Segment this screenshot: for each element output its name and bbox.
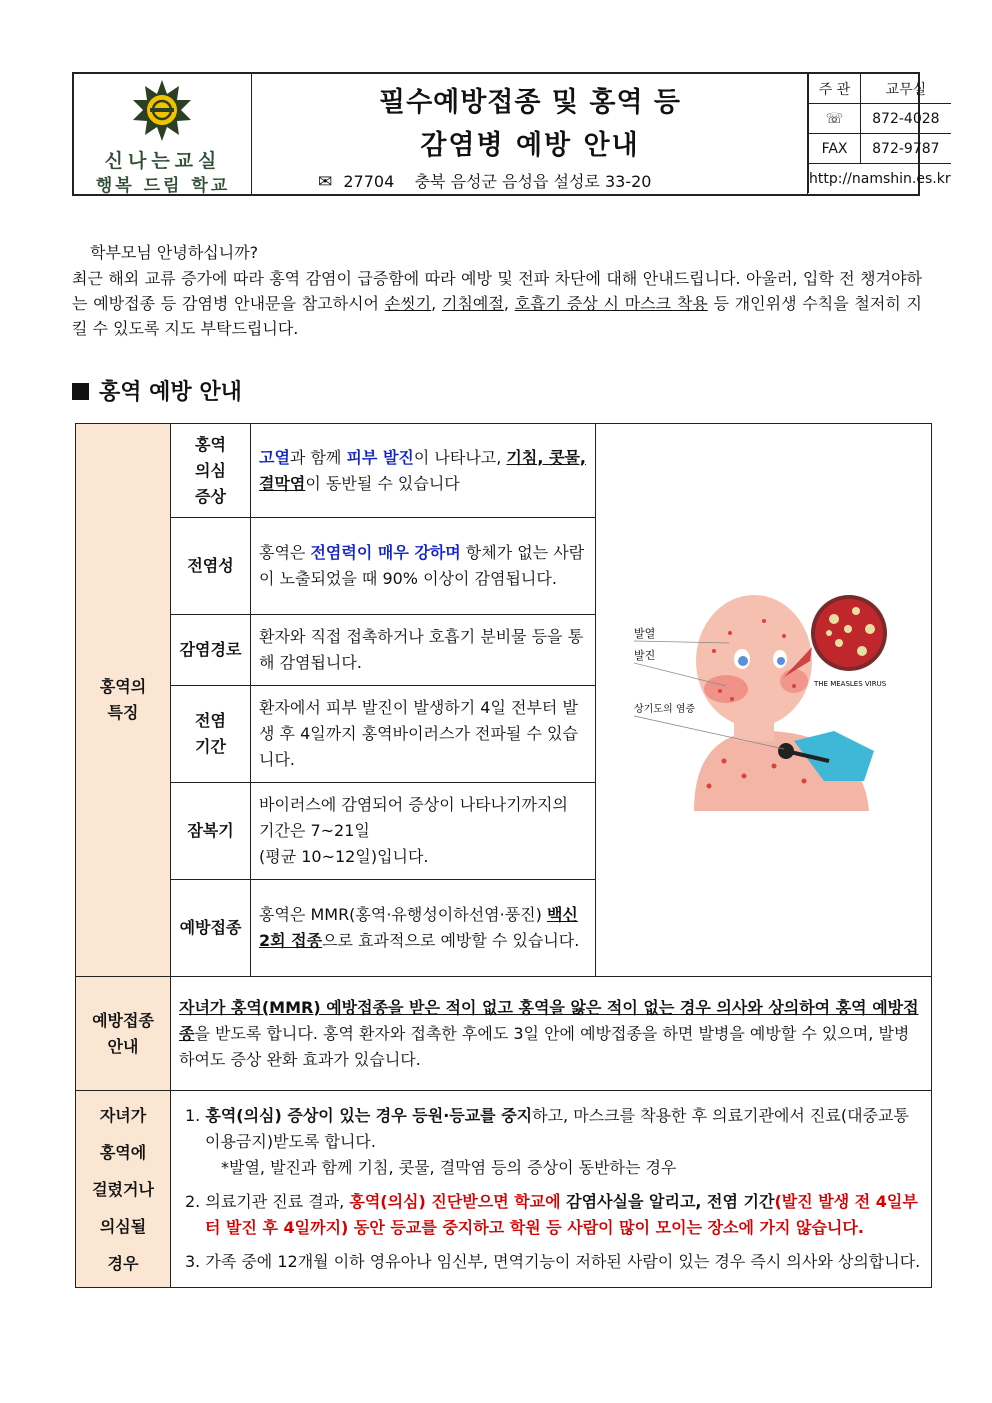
mask-text: 호흡기 증상 시 마스크 착용 [514,294,708,313]
vaccination-guide-side-label: 예방접종 안내 [76,977,171,1091]
school-address [318,169,651,192]
row-label-vaccination: 예방접종 [171,880,251,977]
measles-child-illustration [634,581,894,811]
title-cell [252,74,808,194]
if-infected-instructions [171,1091,932,1288]
contact-info-table [808,74,951,193]
fax-number: 872-9787 [861,134,951,164]
vaccination-guide-text: 자녀가 홍역(MMR) 예방접종을 받은 적이 없고 홍역을 앓은 적이 없는 경우 의사와 상의하여 홍역 예방접종을 받도록 합니다. 홍역 환자와 접촉한 후에도 3일 안에 예방접종을 하면 발병을 예방할 수 있으며, 발병하여도 증상 완화 효과가 있습니다. [171,977,932,1091]
school-logo-cell [74,74,252,194]
document-title-line1: 필수예방접종 및 홍역 등 [378,87,682,118]
info-key: FAX [809,134,861,164]
row-label-route: 감염경로 [171,615,251,686]
label-rash: 발진 [633,649,655,662]
row-label-symptoms: 홍역 의심 증상 [171,424,251,518]
document-title-line2: 감염병 예방 안내 [420,130,640,161]
label-throat: 상기도의 염증 [633,704,695,715]
school-address-icon: ✉ [318,172,333,192]
symptoms-text: 고열과 함께 피부 발진이 나타나고, 기침, 콧물, 결막염이 동반될 수 있습니다 [251,424,596,518]
cough-etiquette-text: 기침예절 [442,294,504,313]
logo-text-line1: 신나는교실 [104,150,222,172]
route-text: 환자와 직접 접촉하거나 호흡기 분비물 등을 통해 감염됩니다. [251,615,596,686]
instruction-item-2: 2. 의료기관 진료 결과, 홍역(의심) 진단받으면 학교에 감염사실을 알리고, 전염 기간(발진 발생 전 4일부터 발진 후 4일까지) 동안 등교를 중지하고 학원 등 사람이 많이 모이는 장소에 가지 않습니다. [185,1192,918,1237]
header-box [72,72,951,196]
intro-paragraph: 최근 해외 교류 증가에 따라 홍역 감염이 급증함에 따라 예방 및 전파 차단에 대해 안내드립니다. 아울러, 입학 전 챙겨야하는 예방접종 등 감염병 안내문을 참고하시어 손씻기, 기침예절, 호흡기 증상 시 마스크 착용 등 개인위생 수칙을 철저히 지킬 수 있도록 지도 부탁드립니다. [72,269,923,338]
instruction-note: *발열, 발진과 함께 기침, 콧물, 결막염 등의 증상이 동반하는 경우 [221,1158,677,1177]
address-text: 충북 음성군 음성읍 설성로 33-20 [414,172,652,191]
info-value: 교무실 [861,74,951,104]
incubation-text: 바이러스에 감염되어 증상이 나타나기까지의 기간은 7~21일 (평균 10~12일)입니다. [251,783,596,880]
vaccination-text: 홍역은 MMR(홍역·유행성이하선염·풍진) 백신 2회 접종으로 효과적으로 예방할 수 있습니다. [251,880,596,977]
phone-number: 872-4028 [861,104,951,134]
greeting: 학부모님 안녕하십니까? [90,243,259,262]
logo-text-line2: 행복 드림 학교 [95,176,231,196]
school-emblem-icon [129,80,195,142]
row-label-period: 전염 기간 [171,686,251,783]
contagion-text: 홍역은 전염력이 매우 강하며 항체가 없는 사람이 노출되었을 때 90% 이상이 감염됩니다. [251,518,596,615]
virus-caption: THE MEASLES VIRUS [813,680,886,688]
handwash-text: 손씻기 [384,294,432,313]
info-key: 주 관 [809,74,861,104]
if-infected-side-label: 자녀가 홍역에 걸렸거나 의심될 경우 [76,1091,171,1288]
row-label-contagion: 전염성 [171,518,251,615]
features-side-label: 홍역의 특징 [76,424,171,977]
square-bullet-icon [72,383,89,400]
measles-illustration-cell [596,424,932,977]
website-link[interactable]: http://namshin.es.kr [809,164,951,194]
label-fever: 발열 [633,627,655,640]
phone-icon: ☏ [809,104,861,134]
row-label-incubation: 잠복기 [171,783,251,880]
postcode: 27704 [343,172,395,191]
instruction-item-3: 3. 가족 중에 12개월 이하 영유아나 임신부, 면역기능이 저하된 사람이 있는 경우 즉시 의사와 상의합니다. [185,1252,921,1271]
instruction-item-1: 1. 홍역(의심) 증상이 있는 경우 등원·등교를 중지하고, 마스크를 착용한 후 의료기관에서 진료(대중교통 이용금지)받도록 합니다. *발열, 발진과 함께 기침, 콧물, 결막염 등의 증상이 동반하는 경우 [185,1106,909,1177]
measles-info-table [75,423,932,1288]
period-text: 환자에서 피부 발진이 발생하기 4일 전부터 발생 후 4일까지 홍역바이러스가 전파될 수 있습니다. [251,686,596,783]
section-title: 홍역 예방 안내 [72,375,242,406]
